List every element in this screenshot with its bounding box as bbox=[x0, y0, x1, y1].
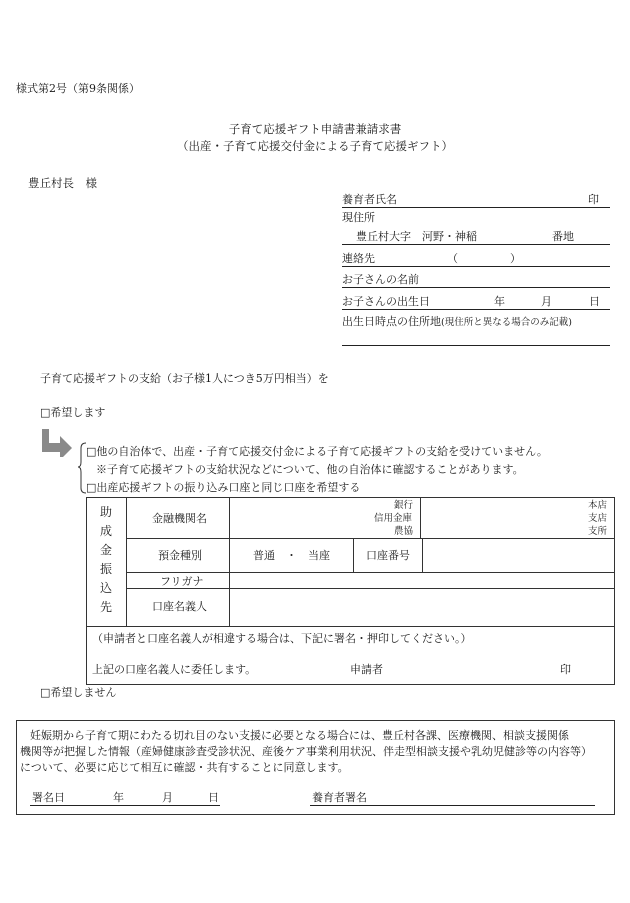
inst-type-ja: 農協 bbox=[394, 526, 414, 537]
branch-name-input[interactable] bbox=[426, 504, 581, 534]
birthplace-label: 出生日時点の住所地(現住所と異なる場合のみ記載) bbox=[342, 315, 572, 328]
addressee: 豊丘村長 様 bbox=[28, 176, 97, 190]
delegate-text: 上記の口座名義人に委任します。 bbox=[92, 663, 257, 676]
address-label: 現住所 bbox=[342, 211, 375, 224]
consent-line-3: について、必要に応じて相互に確認・共有することに同意します。 bbox=[20, 761, 349, 774]
account-holder-input[interactable] bbox=[232, 592, 612, 623]
sign-date-label: 署名日 bbox=[32, 791, 65, 804]
birthplace-field[interactable] bbox=[342, 345, 610, 346]
birthdate-label: お子さんの出生日 bbox=[342, 295, 430, 308]
sign-date-field[interactable] bbox=[30, 805, 220, 806]
guardian-name-field[interactable] bbox=[342, 207, 610, 208]
account-number-label: 口座番号 bbox=[366, 549, 410, 562]
child-name-field[interactable] bbox=[342, 287, 610, 288]
contact-label: 連絡先 bbox=[342, 252, 375, 265]
birthplace-note: (現住所と異なる場合のみ記載) bbox=[441, 317, 572, 328]
account-type-label: 預金種別 bbox=[158, 549, 202, 562]
sign-day-label: 日 bbox=[208, 791, 219, 804]
guardian-name-label: 養育者氏名 bbox=[342, 193, 397, 206]
gift-request-text: 子育て応援ギフトの支給（お子様1人につき5万円相当）を bbox=[40, 372, 329, 385]
consent-line-2: 機関等が把握した情報（産婦健康診査受診状況、産後ケア事業利用状況、伴走型相談支援や乳幼児健診等の内容等） bbox=[20, 745, 592, 758]
arrow-right-icon bbox=[40, 429, 74, 457]
birth-day-label: 日 bbox=[589, 295, 600, 308]
birth-year-label: 年 bbox=[494, 295, 505, 308]
furigana-input[interactable] bbox=[232, 575, 612, 587]
condition-same-account[interactable]: □出産応援ギフトの振り込み口座と同じ口座を希望する bbox=[86, 481, 361, 494]
banchi-label: 番地 bbox=[552, 230, 574, 243]
birth-month-label: 月 bbox=[541, 295, 552, 308]
child-name-label: お子さんの名前 bbox=[342, 273, 419, 286]
branch-type-office: 支所 bbox=[588, 526, 608, 537]
inst-type-credit-union: 信用金庫 bbox=[374, 513, 413, 524]
branch-type-main: 本店 bbox=[588, 500, 608, 511]
form-number: 様式第2号（第9条関係） bbox=[16, 82, 140, 95]
transfer-destination-label: 助 成 金 振 込 先 bbox=[99, 505, 112, 614]
consent-line-1: 妊娠期から子育て期にわたる切れ目のない支援に必要となる場合には、豊丘村各課、医療機関、相談支援関係 bbox=[30, 729, 569, 742]
wish-checkbox[interactable]: □希望します bbox=[40, 406, 106, 419]
birthdate-field[interactable] bbox=[342, 309, 610, 310]
contact-paren-open: （ bbox=[447, 252, 458, 265]
sign-month-label: 月 bbox=[162, 791, 173, 804]
form-title: 子育て応援ギフト申請書兼請求書 bbox=[228, 122, 402, 136]
delegate-applicant-label: 申請者 bbox=[350, 663, 383, 676]
sign-year-label: 年 bbox=[113, 791, 124, 804]
inst-type-bank: 銀行 bbox=[394, 500, 414, 511]
account-number-input[interactable] bbox=[424, 541, 612, 570]
guardian-sign-field[interactable] bbox=[310, 805, 595, 806]
proxy-note: （申請者と口座名義人が相違する場合は、下記に署名・押印してください。） bbox=[92, 632, 472, 645]
form-subtitle: （出産・子育て応援交付金による子育て応援ギフト） bbox=[177, 139, 453, 153]
branch-type-branch: 支店 bbox=[588, 513, 608, 524]
condition-other-municipality[interactable]: □他の自治体で、出産・子育て応援交付金による子育て応援ギフトの支給を受けていません。 bbox=[86, 445, 548, 458]
guardian-seal-label: 印 bbox=[588, 193, 599, 206]
contact-field[interactable] bbox=[342, 266, 610, 267]
address-value: 豊丘村大字 河野・神稲 bbox=[356, 230, 477, 243]
institution-name-input[interactable] bbox=[240, 504, 415, 534]
guardian-sign-label: 養育者署名 bbox=[312, 791, 367, 804]
furigana-label: フリガナ bbox=[160, 575, 204, 588]
contact-paren-close: ） bbox=[510, 252, 521, 265]
condition-note: ※子育て応援ギフトの支給状況などについて、他の自治体に確認することがあります。 bbox=[96, 463, 524, 476]
account-type-options[interactable]: 普通 ・ 当座 bbox=[253, 549, 330, 562]
no-wish-checkbox[interactable]: □希望しません bbox=[40, 686, 117, 699]
delegate-seal-label: 印 bbox=[560, 663, 571, 676]
account-holder-label: 口座名義人 bbox=[152, 600, 207, 613]
institution-label: 金融機関名 bbox=[152, 512, 207, 525]
address-field[interactable] bbox=[342, 244, 610, 245]
